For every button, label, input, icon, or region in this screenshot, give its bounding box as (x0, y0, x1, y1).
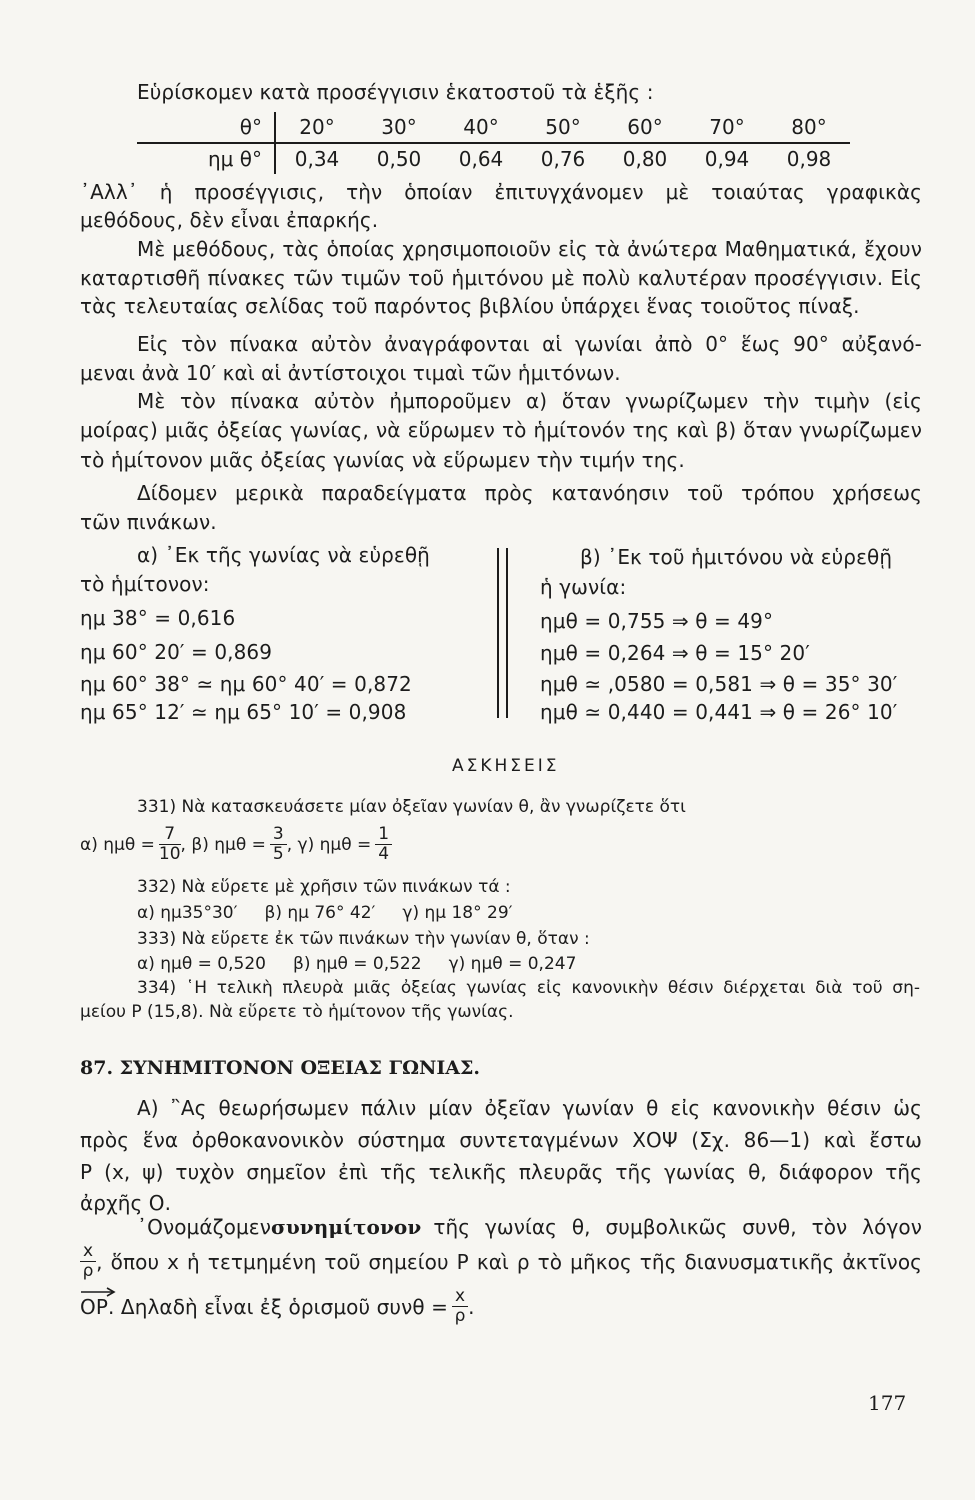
definition-end: . (468, 1294, 475, 1319)
paragraph-line: ἀρχῆς Ο. (80, 1191, 172, 1215)
exercise-331-b: , β) ημθ = (180, 834, 266, 855)
fraction-denominator: 5 (272, 844, 284, 864)
paragraph-line: P (x, ψ) τυχὸν σημεῖον ἐπὶ τῆς τελικῆς πλευρᾶς τῆς γωνίας θ, διάφορον τῆς (80, 1160, 922, 1184)
fraction-numerator: 7 (159, 826, 181, 845)
paragraph-line: τὸ ἡμίτονον μιᾶς ὀξείας γωνίας νὰ εὕρωμεν τὴν τιμήν της. (80, 448, 685, 472)
exercise-331-a: α) ημθ = (80, 834, 155, 855)
example-b-subtitle: ἡ γωνία: (540, 575, 627, 599)
table-cell: 0,50 (376, 147, 422, 171)
table-cell: 70° (686, 112, 768, 143)
page-number: 177 (868, 1391, 907, 1415)
table-head-theta: θ° (137, 112, 275, 143)
exercise-334: 334) ῾Η τελικὴ πλευρὰ μιᾶς ὀξείας γωνίας εἰς κανονικὴν θέσιν διέρχεται διὰ τοῦ ση- (137, 978, 920, 998)
example-a-line: ημ 60° 38° ≃ ημ 60° 40′ = 0,872 (80, 672, 412, 696)
fraction-1-4 (375, 826, 392, 863)
table-cell: 0,94 (704, 147, 750, 171)
example-b-line: ημθ ≃ ,0580 = 0,581 ⇒ θ = 35° 30′ (540, 672, 898, 696)
exercise-333-items: α) ημθ = 0,520 β) ημθ = 0,522 γ) ημθ = 0,247 (137, 954, 577, 974)
fraction-denominator: 4 (378, 844, 390, 864)
fraction-denominator: ρ (82, 1261, 94, 1281)
fraction-numerator: x (452, 1288, 468, 1307)
vector-op (80, 1295, 108, 1319)
example-b-line: ημθ = 0,755 ⇒ θ = 49° (540, 609, 774, 633)
example-a-title: α) ᾿Εκ τῆς γωνίας νὰ εὑρεθῇ (137, 543, 430, 567)
definition-term: συνημίτονον (270, 1215, 422, 1239)
paragraph-line: μοίρας) μιᾶς ὀξείας γωνίας, νὰ εὕρωμεν τὸ ἡμίτονόν της καὶ β) ὅταν γνωρίζωμεν (80, 418, 922, 442)
fraction-3-5 (270, 826, 287, 863)
fraction-numerator: 1 (375, 826, 392, 845)
paragraph-line: τὰς τελευταίας σελίδας τοῦ παρόντος βιβλίου ὑπάρχει ἕνας τοιοῦτος πίναξ. (80, 294, 860, 318)
column-divider (497, 548, 499, 718)
definition-line-3 (80, 1288, 475, 1325)
exercises-heading: ΑΣΚΗΣΕΙΣ (452, 756, 560, 776)
exercise-333: 333) Νὰ εὕρετε ἐκ τῶν πινάκων τὴν γωνίαν θ, ὅταν : (137, 929, 590, 949)
table-head-sine: ημ θ° (137, 143, 275, 174)
sine-values-table (137, 112, 850, 174)
paragraph-line: Μὲ τὸν πίνακα αὐτὸν ἠμποροῦμεν α) ὅταν γνωρίζωμεν τὴν τιμὴν (εἰς (137, 389, 922, 413)
definition-line (137, 1215, 922, 1239)
example-a-subtitle: τὸ ἡμίτονον: (80, 572, 210, 596)
fraction-numerator: 3 (270, 826, 287, 845)
intro-line: Εὑρίσκομεν κατὰ προσέγγισιν ἑκατοστοῦ τὰ ἑξῆς : (137, 80, 654, 104)
table-cell: 60° (604, 112, 686, 143)
paragraph-line: πρὸς ἕνα ὀρθοκανονικὸν σύστημα συντεταγμένων ΧΟΨ (Σχ. 86—1) καὶ ἔστω (80, 1128, 922, 1152)
paragraph-line: καταρτισθῆ πίνακες τῶν τιμῶν τοῦ ἡμιτόνου μὲ πολὺ καλυτέραν προσέγγισιν. Εἰς (80, 266, 922, 290)
exercise-334-cont: μείου P (15,8). Νὰ εὕρετε τὸ ἡμίτονον τῆς γωνίας. (80, 1002, 514, 1022)
definition-formula-text: . Δηλαδὴ εἶναι ἐξ ὁρισμοῦ συνθ = (108, 1294, 448, 1319)
exercise-331: 331) Νὰ κατασκευάσετε μίαν ὀξεῖαν γωνίαν θ, ἂν γνωρίζετε ὅτι (137, 797, 686, 817)
table-cell: 40° (440, 112, 522, 143)
table-cell: 0,76 (540, 147, 586, 171)
vector-label: OP (80, 1294, 109, 1319)
example-b-title: β) ᾿Εκ τοῦ ἡμιτόνου νὰ εὑρεθῇ (580, 545, 893, 569)
exercise-332-items: α) ημ35°30′ β) ημ 76° 42′ γ) ημ 18° 29′ (137, 903, 513, 923)
fraction-7-10 (159, 826, 181, 863)
paragraph-line: τῶν πινάκων. (80, 510, 217, 534)
fraction-x-rho-final (452, 1288, 468, 1325)
table-cell: 0,34 (294, 147, 340, 171)
definition-text: , ὅπου x ἡ τετμημένη τοῦ σημείου P καὶ ρ τὸ μῆκος τῆς διανυσματικῆς ἀκτῖνος (96, 1249, 922, 1274)
exercise-332: 332) Νὰ εὕρετε μὲ χρῆσιν τῶν πινάκων τά : (137, 877, 511, 897)
table-cell: 20° (275, 112, 358, 143)
table-cell: 50° (522, 112, 604, 143)
paragraph-line: Μὲ μεθόδους, τὰς ὁποίας χρησιμοποιοῦν εἰς τὰ ἀνώτερα Μαθηματικά, ἔχουν (137, 237, 922, 261)
fraction-x-rho (80, 1243, 96, 1280)
section-heading: 87. ΣΥΝΗΜΙΤΟΝΟΝ ΟΞΕΙΑΣ ΓΩΝΙΑΣ. (80, 1057, 481, 1079)
column-divider (506, 548, 508, 718)
paragraph-line: μεναι ἀνὰ 10′ καὶ αἱ ἀντίστοιχοι τιμαὶ τῶν ἡμιτόνων. (80, 361, 621, 385)
fraction-numerator: x (80, 1243, 96, 1262)
paragraph-line: μεθόδους, δὲν εἶναι ἐπαρκής. (80, 208, 379, 232)
exercise-331-items (80, 826, 392, 863)
definition-line-2 (80, 1243, 922, 1280)
vector-arrow-icon (80, 1287, 116, 1297)
paragraph-line: ᾿Αλλ᾿ ἡ προσέγγισις, τὴν ὁποίαν ἐπιτυγχάνομεν μὲ τοιαύτας γραφικὰς (80, 180, 922, 204)
fraction-denominator: 10 (158, 844, 181, 864)
definition-suffix: τῆς γωνίας θ, συμβολικῶς συνθ, τὸν λόγον (433, 1215, 922, 1239)
example-b-line: ημθ ≃ 0,440 = 0,441 ⇒ θ = 26° 10′ (540, 700, 898, 724)
definition-prefix: ᾿Ονομάζομεν (137, 1215, 271, 1239)
table-cell: 80° (768, 112, 850, 143)
table-cell: 0,80 (622, 147, 668, 171)
table-cell: 0,64 (458, 147, 504, 171)
example-a-line: ημ 60° 20′ = 0,869 (80, 640, 273, 664)
paragraph-line: Εἰς τὸν πίνακα αὐτὸν ἀναγράφονται αἱ γωνίαι ἀπὸ 0° ἕως 90° αὐξανό- (137, 332, 922, 356)
table-cell: 30° (358, 112, 440, 143)
exercise-331-c: , γ) ημθ = (286, 834, 372, 855)
example-b-line: ημθ = 0,264 ⇒ θ = 15° 20′ (540, 641, 810, 665)
example-a-line: ημ 65° 12′ ≃ ημ 65° 10′ = 0,908 (80, 700, 407, 724)
paragraph-line: Δίδομεν μερικὰ παραδείγματα πρὸς κατανόησιν τοῦ τρόπου χρήσεως (137, 481, 922, 505)
example-a-line: ημ 38° = 0,616 (80, 606, 236, 630)
paragraph-line: Α) ῍Ας θεωρήσωμεν πάλιν μίαν ὀξεῖαν γωνίαν θ εἰς κανονικὴν θέσιν ὡς (137, 1096, 922, 1120)
table-cell: 0,98 (786, 147, 832, 171)
fraction-denominator: ρ (454, 1306, 466, 1326)
